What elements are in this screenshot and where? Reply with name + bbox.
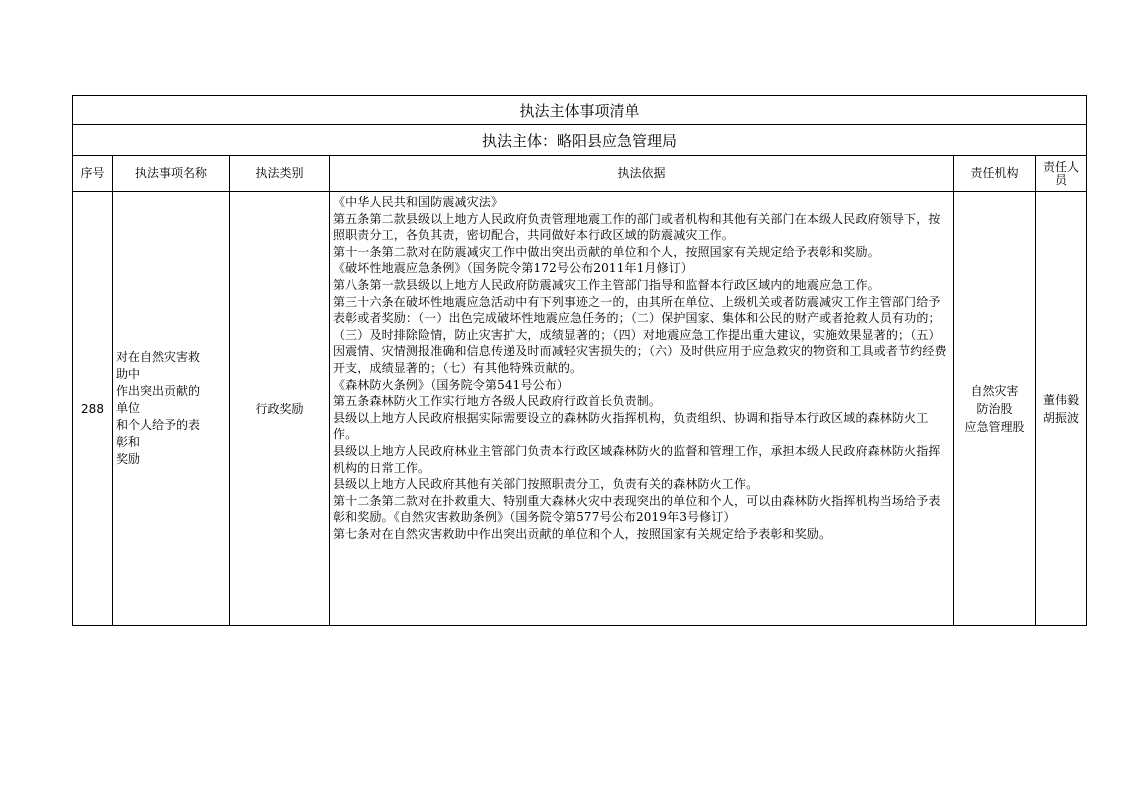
basis-paragraph: 《中华人民共和国防震减灾法》 — [333, 195, 504, 209]
table-row — [73, 192, 1087, 626]
row-seq: 288 — [73, 192, 113, 626]
row-item-name — [113, 192, 230, 626]
basis-paragraph: 第十一条第二款对在防震减灾工作中做出突出贡献的单位和个人，按照国家有关规定给予表彰和奖励。 — [333, 244, 880, 259]
header-seq: 序号 — [73, 156, 113, 192]
header-item-name: 执法事项名称 — [113, 156, 230, 192]
basis-paragraph: 第八条第一款县级以上地方人民政府防震减灾工作主管部门指导和监督本行政区域内的地震应急工作。 — [333, 277, 880, 292]
header-row — [73, 156, 1087, 192]
sheet-subtitle: 执法主体：略阳县应急管理局 — [73, 125, 1087, 156]
basis-paragraph: 县级以上地方人民政府林业主管部门负责本行政区域森林防火的监督和管理工作，承担本级人民政府森林防火指挥机构的日常工作。 — [333, 443, 941, 475]
row-category: 行政奖励 — [230, 192, 330, 626]
item-name-line: 单位 — [116, 401, 141, 415]
basis-paragraph: 《破坏性地震应急条例》（国务院令第172号公布2011年1月修订） — [333, 261, 694, 276]
basis-paragraph: 县级以上地方人民政府其他有关部门按照职责分工，负责有关的森林防火工作。 — [333, 477, 759, 492]
item-name-line: 和个人给予的表 — [116, 418, 201, 432]
item-name-line: 作出突出贡献的 — [116, 384, 201, 398]
sheet-title: 执法主体事项清单 — [73, 96, 1087, 125]
header-person-line: 员 — [1055, 172, 1068, 187]
org-line: 应急管理股 — [964, 419, 1025, 434]
basis-paragraph: 第十二条第二款对在扑救重大、特别重大森林火灾中表现突出的单位和个人，可以由森林防火指挥机构当场给予表彰和奖励。《自然灾害救助条例》（国务院令第577号公布2019年3号修订） — [333, 493, 941, 525]
item-name-line: 对在自然灾害救 — [116, 350, 201, 364]
row-person — [1036, 192, 1087, 626]
basis-paragraph: 第七条对在自然灾害救助中作出突出贡献的单位和个人，按照国家有关规定给予表彰和奖励。 — [333, 526, 832, 541]
header-basis: 执法依据 — [330, 156, 954, 192]
person-line: 董伟毅 — [1043, 392, 1080, 407]
header-person-line: 责任人 — [1043, 159, 1080, 174]
header-category: 执法类别 — [230, 156, 330, 192]
person-line: 胡振波 — [1043, 410, 1080, 425]
basis-paragraph: 县级以上地方人民政府根据实际需要设立的森林防火指挥机构，负责组织、协调和指导本行政区域的森林防火工作。 — [333, 410, 929, 442]
row-org — [954, 192, 1036, 626]
row-basis — [330, 192, 954, 626]
item-name-line: 彰和 — [116, 435, 141, 449]
org-line: 防治股 — [976, 401, 1013, 416]
item-name-line: 助中 — [116, 367, 141, 381]
basis-paragraph: 第三十六条在破坏性地震应急活动中有下列事迹之一的，由其所在单位、上级机关或者防震减灾工作主管部门给予表彰或者奖励：（一）出色完成破坏性地震应急任务的；（二）保护国家、集体和公民的财产或者抢救人员有功的；（三）及时排除险情，防止灾害扩大，成绩显著的；（四）对地震应急工作提出重大建议，实施效果显著的；（五）因震情、灾情测报准确和信息传递及时而减轻灾害损失的；（六）及时供应用于应急救灾的物资和工具或者节约经费开支，成绩显著的；（七）有其他特殊贡献的。 — [333, 294, 947, 375]
item-name-line: 奖励 — [116, 452, 141, 466]
header-org: 责任机构 — [954, 156, 1036, 192]
org-line: 自然灾害 — [970, 383, 1019, 398]
basis-paragraph: 第五条森林防火工作实行地方各级人民政府行政首长负责制。 — [333, 394, 662, 409]
basis-paragraph: 第五条第二款县级以上地方人民政府负责管理地震工作的部门或者机构和其他有关部门在本级人民政府领导下，按照职责分工，各负其责，密切配合，共同做好本行政区域的防震减灾工作。 — [333, 211, 941, 243]
enforcement-items-table — [72, 95, 1087, 626]
basis-paragraph: 《森林防火条例》（国务院令第541号公布） — [333, 377, 570, 392]
header-person — [1036, 156, 1087, 192]
